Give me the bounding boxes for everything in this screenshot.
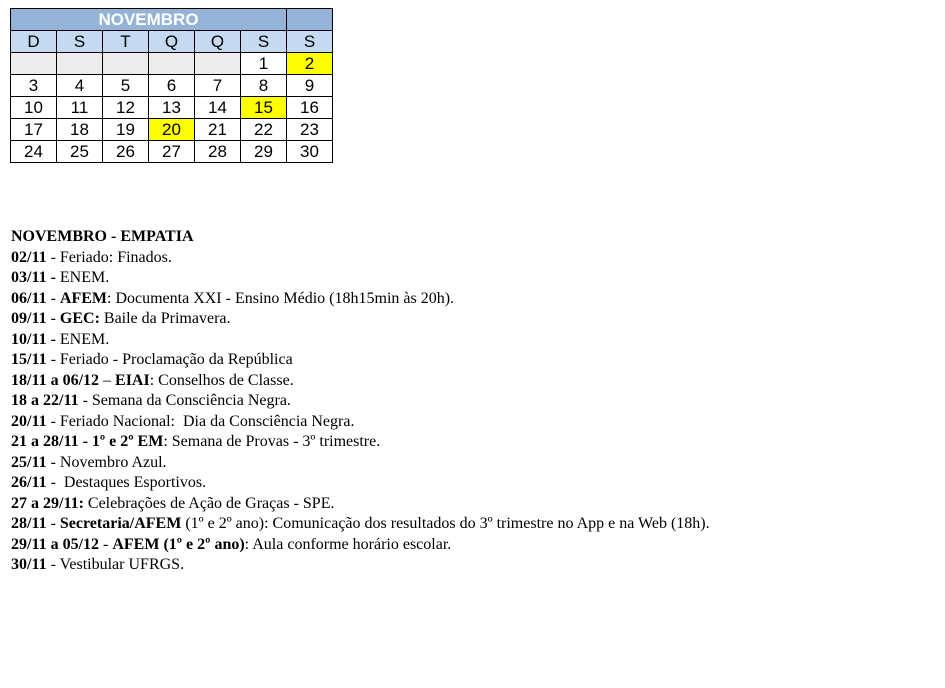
events-heading: NOVEMBRO - EMPATIA xyxy=(11,228,194,245)
weekday-header: S xyxy=(287,31,333,53)
calendar-day-cell: 24 xyxy=(11,141,57,163)
event-line xyxy=(11,350,941,371)
event-description: Celebrações de Ação de Graças - SPE. xyxy=(87,494,335,512)
event-date: 20/11 xyxy=(11,412,47,430)
event-line xyxy=(11,494,941,515)
events-list xyxy=(11,227,941,576)
calendar-day-cell: 30 xyxy=(287,141,333,163)
event-line xyxy=(11,535,941,556)
calendar-empty-cell xyxy=(57,53,103,75)
calendar-empty-cell xyxy=(195,53,241,75)
event-date: 30/11 xyxy=(11,556,47,573)
event-date: 15/11 xyxy=(11,351,47,368)
calendar-weekday-row xyxy=(11,31,333,53)
event-line xyxy=(11,371,941,392)
calendar-day-cell: 18 xyxy=(57,119,103,141)
event-line xyxy=(11,289,941,310)
calendar-day-cell: 9 xyxy=(287,75,333,97)
calendar-week-row xyxy=(11,53,333,75)
event-line xyxy=(11,514,941,535)
calendar-day-cell: 28 xyxy=(195,141,241,163)
event-line xyxy=(11,391,941,412)
event-line xyxy=(11,555,941,576)
event-description: Feriado Nacional: Dia da Consciência Negra. xyxy=(59,412,355,430)
event-separator: - xyxy=(46,310,60,327)
event-description: Vestibular UFRGS. xyxy=(59,556,185,573)
event-line xyxy=(11,473,941,494)
event-separator: - xyxy=(46,351,60,368)
event-description: Novembro Azul. xyxy=(59,453,167,471)
event-date: 02/11 xyxy=(11,248,47,266)
event-organizer: EIAI xyxy=(115,371,150,389)
calendar-empty-cell xyxy=(149,53,195,75)
event-description: Feriado: Finados. xyxy=(59,248,172,266)
event-description: Semana da Consciência Negra. xyxy=(91,392,291,409)
calendar-day-cell: 16 xyxy=(287,97,333,119)
event-description: (1º e 2º ano): Comunicação dos resultados do 3º trimestre no App e na Web (18h). xyxy=(181,515,710,532)
weekday-header: S xyxy=(57,31,103,53)
event-date: 21 a 28/11 - 1º e 2º EM xyxy=(11,433,164,450)
event-line xyxy=(11,268,941,289)
event-separator: - xyxy=(46,248,60,266)
event-lines xyxy=(11,248,941,576)
event-organizer: GEC: xyxy=(59,310,100,327)
calendar-day-cell: 23 xyxy=(287,119,333,141)
event-date: 28/11 xyxy=(11,515,47,532)
event-date: 03/11 - xyxy=(11,269,56,286)
event-date: 18 a 22/11 xyxy=(11,392,79,409)
calendar-day-cell: 5 xyxy=(103,75,149,97)
event-date: 27 a 29/11: xyxy=(11,494,84,512)
event-line xyxy=(11,248,941,269)
calendar-day-cell: 25 xyxy=(57,141,103,163)
calendar-day-cell-highlighted: 2 xyxy=(287,53,333,75)
event-separator: - xyxy=(46,556,60,573)
calendar-day-cell: 7 xyxy=(195,75,241,97)
month-calendar xyxy=(10,8,333,163)
event-organizer: AFEM (1º e 2º ano) xyxy=(112,535,245,553)
calendar-day-cell: 27 xyxy=(149,141,195,163)
calendar-day-cell: 13 xyxy=(149,97,195,119)
calendar-week-row xyxy=(11,119,333,141)
event-separator: - xyxy=(78,392,92,409)
calendar-day-cell: 22 xyxy=(241,119,287,141)
event-organizer: AFEM xyxy=(59,289,107,307)
event-description: Baile da Primavera. xyxy=(99,310,231,327)
calendar-day-cell: 11 xyxy=(57,97,103,119)
calendar-day-cell: 3 xyxy=(11,75,57,97)
calendar-month-row xyxy=(11,9,333,31)
event-date: 06/11 xyxy=(11,289,47,307)
calendar-day-cell: 12 xyxy=(103,97,149,119)
event-date: 18/11 a 06/12 xyxy=(11,371,100,389)
calendar-week-row xyxy=(11,141,333,163)
event-line xyxy=(11,309,941,330)
calendar-day-cell: 8 xyxy=(241,75,287,97)
calendar-week-row xyxy=(11,75,333,97)
calendar-day-cell: 19 xyxy=(103,119,149,141)
calendar-day-cell-highlighted: 15 xyxy=(241,97,287,119)
event-description: : Semana de Provas - 3º trimestre. xyxy=(163,433,381,450)
event-description: ENEM. xyxy=(59,269,110,286)
calendar-day-cell: 1 xyxy=(241,53,287,75)
weekday-header: T xyxy=(103,31,149,53)
calendar-day-cell: 17 xyxy=(11,119,57,141)
event-separator: - xyxy=(46,412,60,430)
event-line xyxy=(11,330,941,351)
weekday-header: Q xyxy=(149,31,195,53)
event-separator: - xyxy=(46,474,64,491)
weekday-header: Q xyxy=(195,31,241,53)
calendar-month-spare-cell xyxy=(287,9,333,31)
event-description: : Aula conforme horário escolar. xyxy=(244,535,452,553)
calendar-empty-cell xyxy=(103,53,149,75)
event-date: 25/11 xyxy=(11,453,47,471)
calendar-day-cell: 29 xyxy=(241,141,287,163)
calendar-empty-cell xyxy=(11,53,57,75)
calendar-day-cell: 14 xyxy=(195,97,241,119)
event-separator: - xyxy=(99,535,113,553)
event-description: : Conselhos de Classe. xyxy=(149,371,294,389)
weekday-header: D xyxy=(11,31,57,53)
calendar-day-cell: 4 xyxy=(57,75,103,97)
event-date: 26/11 xyxy=(11,474,47,491)
event-date: 09/11 xyxy=(11,310,47,327)
event-line xyxy=(11,453,941,474)
calendar-day-cell: 26 xyxy=(103,141,149,163)
event-organizer: Secretaria/AFEM xyxy=(59,515,182,532)
event-line xyxy=(11,412,941,433)
event-separator: - xyxy=(46,289,60,307)
calendar-day-cell: 10 xyxy=(11,97,57,119)
calendar-month-title: NOVEMBRO xyxy=(11,9,287,31)
calendar-day-cell-highlighted: 20 xyxy=(149,119,195,141)
event-description: : Documenta XXI - Ensino Médio (18h15min às 20h). xyxy=(107,289,455,307)
calendar-day-cell: 21 xyxy=(195,119,241,141)
weekday-header: S xyxy=(241,31,287,53)
event-line xyxy=(11,432,941,453)
event-separator: – xyxy=(99,371,116,389)
event-separator: - xyxy=(46,515,60,532)
event-description: Feriado - Proclamação da República xyxy=(59,351,293,368)
event-separator: - xyxy=(46,453,60,471)
event-description: ENEM. xyxy=(59,330,110,348)
event-date: 10/11 - xyxy=(11,330,56,348)
event-date: 29/11 a 05/12 xyxy=(11,535,100,553)
calendar-week-row xyxy=(11,97,333,119)
calendar-day-cell: 6 xyxy=(149,75,195,97)
event-description: Destaques Esportivos. xyxy=(63,474,207,491)
